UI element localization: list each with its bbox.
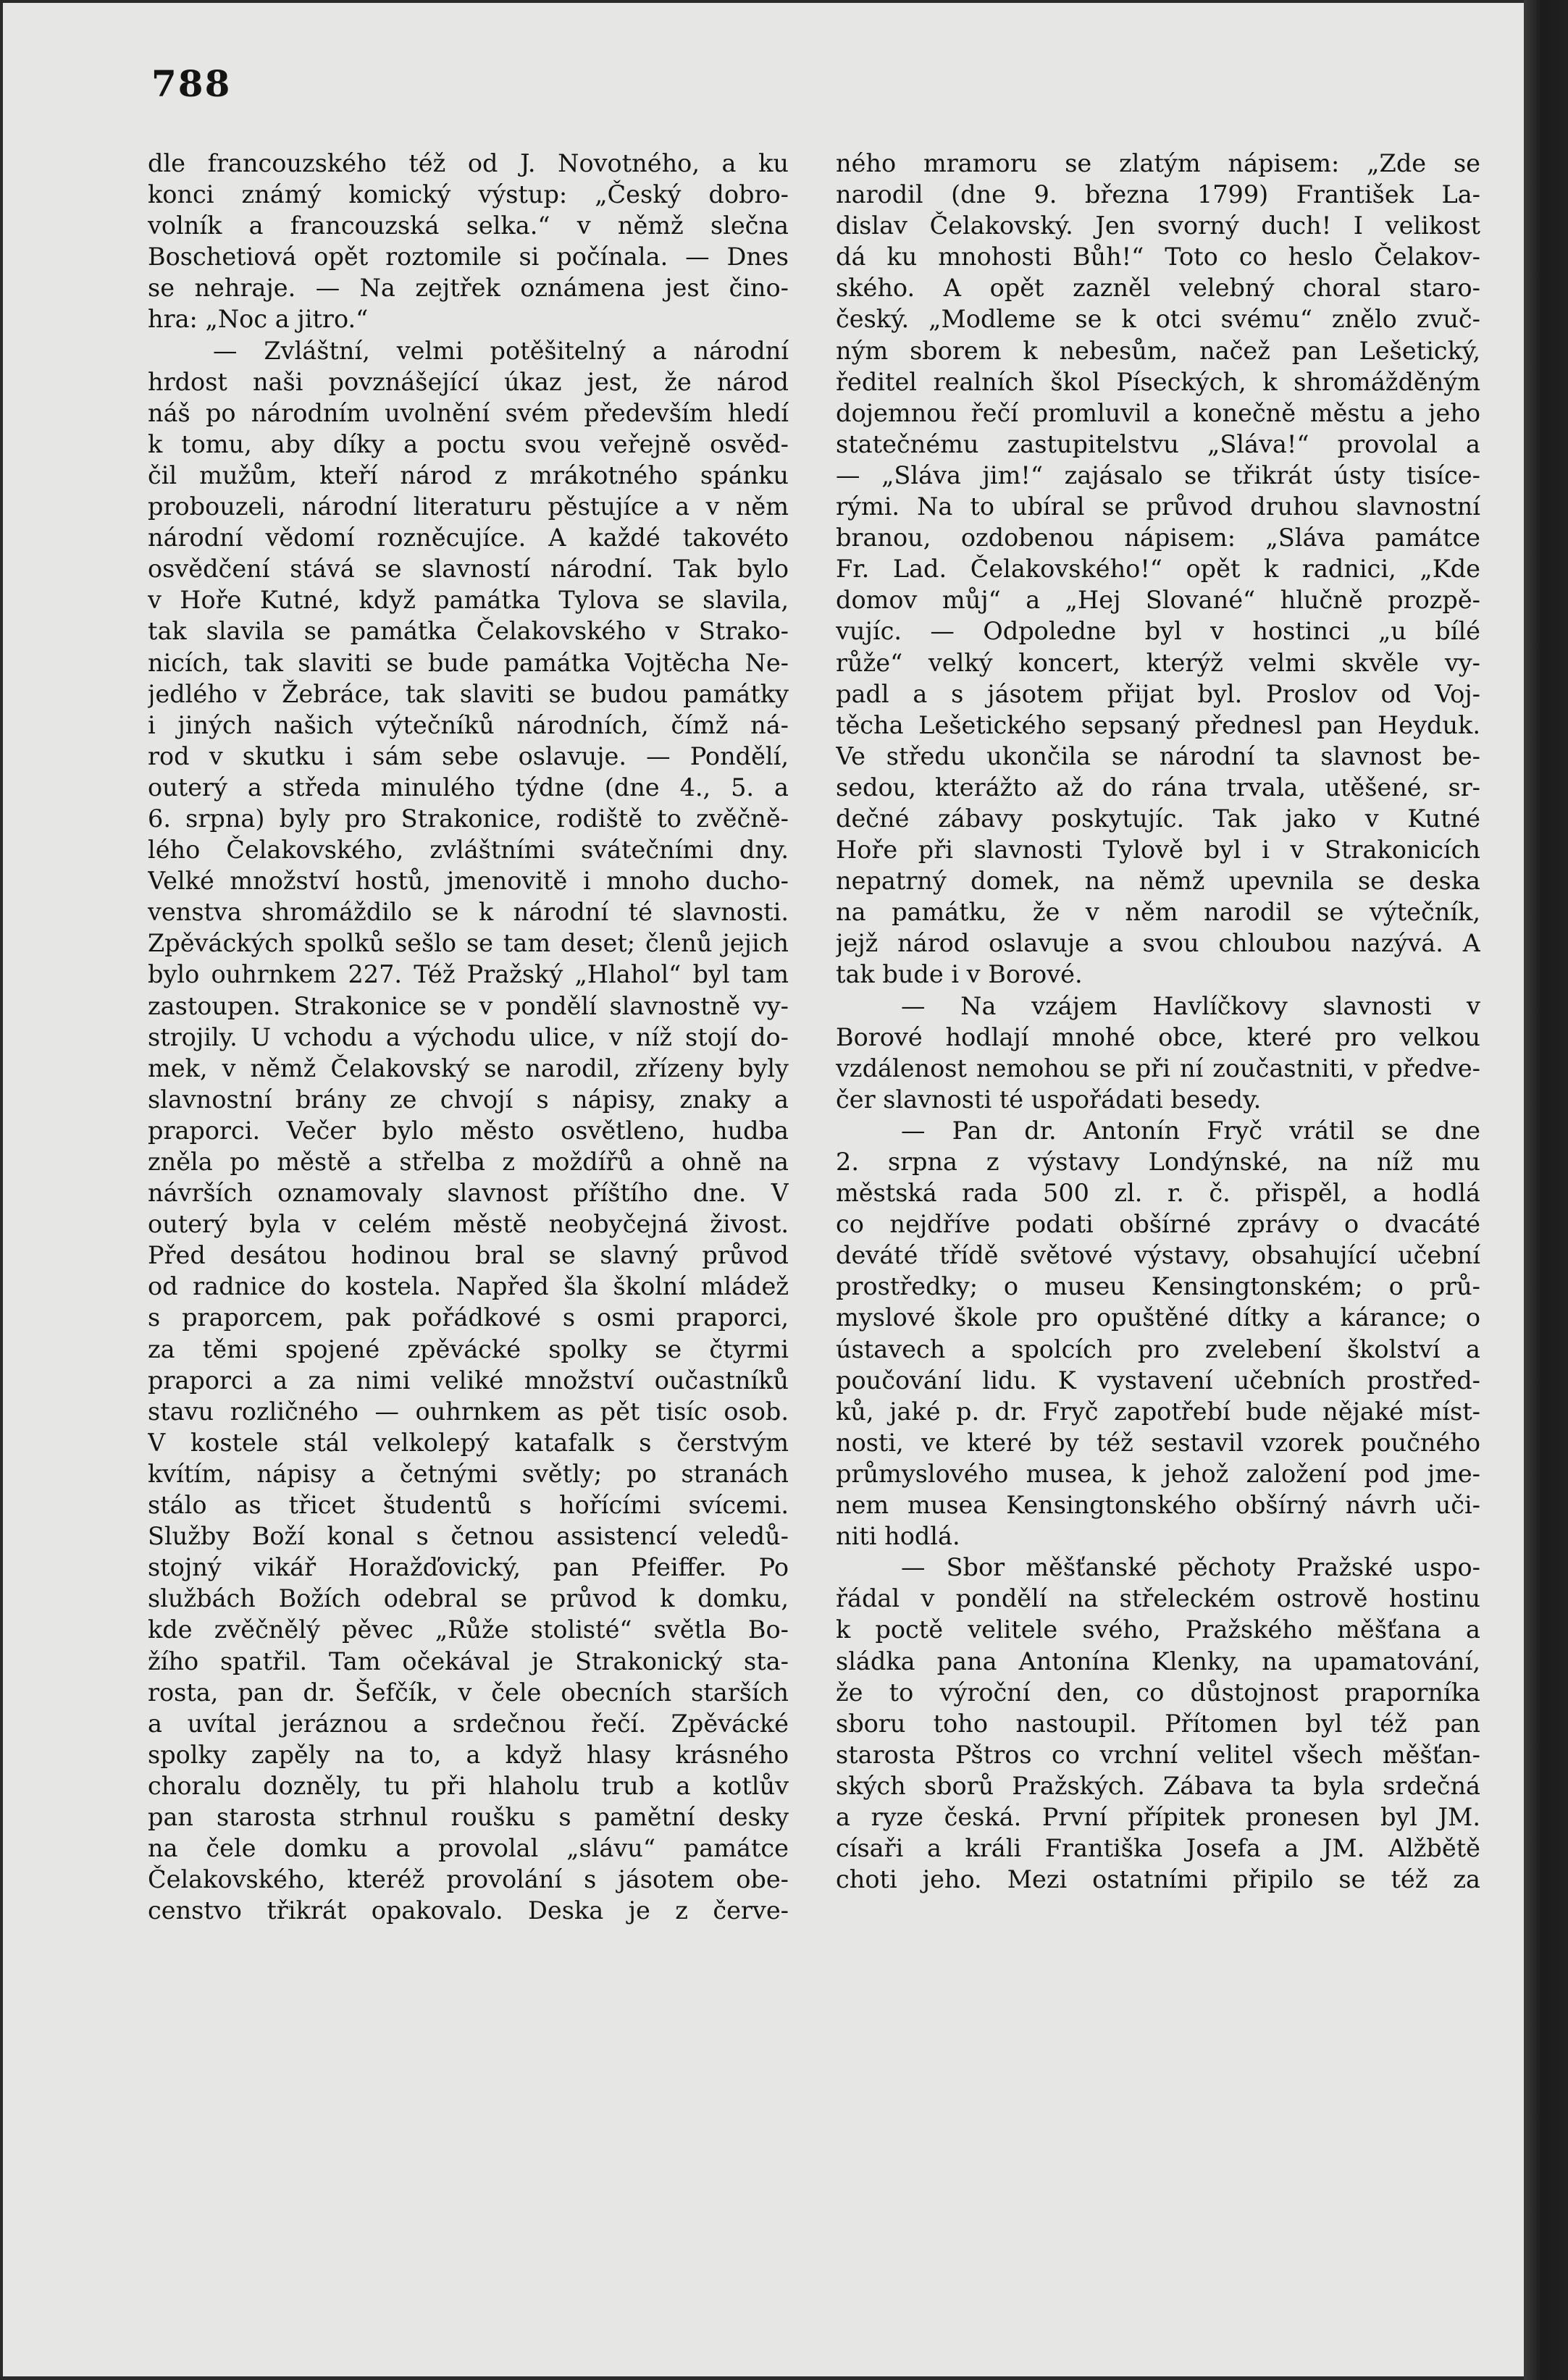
newspaper-page [3,3,1524,2376]
text-line: rosta, pan dr. Šefčík, v čele obecních starších [148,1678,789,1707]
text-line: censtvo třikrát opakovalo. Deska je z červe- [148,1896,789,1925]
text-line: sboru toho nastoupil. Přítomen byl též pan [836,1709,1480,1738]
text-line: zastoupen. Strakonice se v pondělí slavnostně vy- [148,991,789,1020]
text-line: 6. srpna) byly pro Strakonice, rodiště to zvěčně- [148,804,789,833]
text-line: lého Čelakovského, zvláštními svátečními dny. [148,836,789,865]
text-line: prostředky; o museu Kensingtonském; o prů- [836,1272,1480,1301]
text-line: spolky zapěly na to, a když hlasy krásného [148,1740,789,1769]
text-line: V kostele stál velkolepý katafalk s čerstvým [148,1428,789,1457]
text-line: Boschetiová opět roztomile si počínala. — Dnes [148,243,789,272]
text-line: městská rada 500 zl. r. č. přispěl, a hodlá [836,1179,1480,1208]
text-line: službách Božích odebral se průvod k domku, [148,1584,789,1613]
text-line: ků, jaké p. dr. Fryč zapotřebí bude nějaké míst- [836,1397,1480,1426]
text-line: co nejdříve podati obšírné zprávy o dvacáté [836,1210,1480,1239]
text-line: hra: „Noc a jitro.“ [148,305,369,334]
text-line: Fr. Lad. Čelakovského!“ opět k radnici, „Kde [836,555,1480,584]
text-line: jedlého v Žebráce, tak slaviti se budou památky [148,679,789,708]
text-line: císaři a králi Františka Josefa a JM. Alžbětě [836,1834,1480,1863]
text-line: čil mužům, kteří národ z mrákotného spánku [148,461,789,489]
text-line: k tomu, aby díky a poctu svou veřejně osvěd- [148,429,789,458]
text-line: na čele domku a provolal „slávu“ památce [148,1834,789,1863]
text-line: bylo ouhrnkem 227. Též Pražský „Hlahol“ byl tam [148,960,789,989]
text-line: volník a francouzská selka.“ v němž slečna [148,211,789,240]
text-line: návrších oznamovaly slavnost příštího dne. V [148,1179,789,1208]
text-line: stálo as třicet študentů s hořícími svícemi. [148,1491,789,1520]
text-line: Ve středu ukončila se národní ta slavnost be- [836,741,1480,770]
text-line: venstva shromáždilo se k národní té slavnosti. [148,898,789,927]
text-line: Velké množství hostů, jmenovitě i mnoho ducho- [148,867,789,896]
text-line: tak bude i v Borové. [836,960,1083,989]
text-line: i jiných našich výtečníků národních, čímž ná- [148,710,789,739]
text-line: ného mramoru se zlatým nápisem: „Zde se [836,149,1480,177]
text-line: ských sborů Pražských. Zábava ta byla srdečná [836,1771,1480,1800]
text-line: praporci a za nimi veliké množství oučastníků [148,1366,789,1395]
text-line: — „Sláva jim!“ zajásalo se třikrát ústy tisíce- [836,461,1480,489]
text-line: domov můj“ a „Hej Slované“ hlučně prozpě- [836,586,1480,615]
text-line: ředitel realních škol Píseckých, k shromážděným [836,367,1480,396]
text-line: jejž národ oslavuje a svou chloubou nazývá. A [836,929,1480,958]
text-line: průmyslového musea, k jehož založení pod jme- [836,1459,1480,1488]
text-line: nosti, ve které by též sestavil vzorek poučného [836,1428,1480,1457]
text-line: sládka pana Antonína Klenky, na upamatování, [836,1647,1480,1675]
text-line: Služby Boží konal s četnou assistencí veledů- [148,1522,789,1551]
text-line: myslové škole pro opuštěné dítky a kárance; o [836,1303,1480,1332]
text-line: za těmi spojené zpěvácké spolky se čtyrmi [148,1334,789,1363]
text-line: — Sbor měšťanské pěchoty Pražské uspo- [901,1553,1480,1582]
text-line: Čelakovského, kteréž provolání s jásotem obe- [148,1865,789,1894]
text-line: na památku, že v něm narodil se výtečník, [836,898,1480,927]
text-line: outerý byla v celém městě neobyčejná živost. [148,1210,789,1239]
text-line: národní vědomí rozněcujíce. A každé takovéto [148,523,789,552]
text-line: řádal v pondělí na střeleckém ostrově hostinu [836,1584,1480,1613]
text-line: deváté třídě světové výstavy, obsahující učební [836,1241,1480,1270]
text-line: náš po národním uvolnění svém především hledí [148,398,789,427]
text-line: a ryze česká. První přípitek pronesen byl JM. [836,1802,1480,1831]
text-line: vzdálenost nemohou se při ní zoučastniti, v předve- [836,1054,1480,1082]
text-line: že to výroční den, co důstojnost praporníka [836,1678,1480,1707]
text-line: mek, v němž Čelakovský se narodil, zřízeny byly [148,1054,789,1082]
left-column [148,148,789,1926]
text-line: dislav Čelakovský. Jen svorný duch! I velikost [836,211,1480,240]
text-line: sedou, kterážto až do rána trvala, utěšené, sr- [836,773,1480,802]
text-line: zněla po městě a střelba z moždířů a ohně na [148,1148,789,1176]
right-column [836,148,1480,1895]
text-line: poučování lidu. K vystavení učebních prostřed- [836,1366,1480,1395]
text-line: ným sborem k nebesům, načež pan Lešetický, [836,336,1480,365]
text-line: praporci. Večer bylo město osvětleno, hudba [148,1116,789,1145]
text-line: slavnostní brány ze chvojí s nápisy, znaky a [148,1085,789,1114]
text-line: vujíc. — Odpoledne byl v hostinci „u bílé [836,617,1480,646]
text-line: starosta Pštros co vrchní velitel všech měšťan- [836,1740,1480,1769]
text-line: v Hoře Kutné, když památka Tylova se slavila, [148,586,789,615]
text-line: Hoře při slavnosti Tylově byl i v Strakonicích [836,836,1480,865]
text-line: strojily. U vchodu a východu ulice, v níž stojí do- [148,1022,789,1051]
text-line: outerý a středa minulého týdne (dne 4., 5. a [148,773,789,802]
text-line: pan starosta strhnul roušku s pamětní desky [148,1802,789,1831]
text-line: od radnice do kostela. Napřed šla školní mládež [148,1272,789,1301]
text-line: padl a s jásotem přijat byl. Proslov od Voj- [836,679,1480,708]
text-line: — Na vzájem Havlíčkovy slavnosti v [901,991,1480,1020]
text-line: nicích, tak slaviti se bude památka Vojtěcha Ne- [148,648,789,677]
text-line: statečnému zastupitelstvu „Sláva!“ provolal a [836,429,1480,458]
text-line: s praporcem, pak pořádkové s osmi praporci, [148,1303,789,1332]
text-line: dečné zábavy poskytujíc. Tak jako v Kutné [836,804,1480,833]
text-line: žího spatřil. Tam očekával je Strakonický sta- [148,1647,789,1675]
text-line: 2. srpna z výstavy Londýnské, na níž mu [836,1148,1480,1176]
text-line: rod v skutku i sám sebe oslavuje. — Pondělí, [148,741,789,770]
text-line: — Zvláštní, velmi potěšitelný a národní [213,336,789,365]
text-line: choti jeho. Mezi ostatními připilo se též za [836,1865,1480,1894]
text-line: český. „Modleme se k otci svému“ znělo zvuč- [836,305,1480,334]
text-line: ústavech a spolcích pro zvelebení školství a [836,1334,1480,1363]
text-line: rými. Na to ubíral se průvod druhou slavnostní [836,492,1480,521]
text-line: hrdost naši povznášející úkaz jest, že národ [148,367,789,396]
text-line: branou, ozdobenou nápisem: „Sláva památce [836,523,1480,552]
text-line: choralu dozněly, tu při hlaholu trub a kotlův [148,1771,789,1800]
text-line: kde zvěčnělý pěvec „Růže stolisté“ světla Bo- [148,1615,789,1644]
text-line: těcha Lešetického sepsaný přednesl pan Heyduk. [836,710,1480,739]
text-line: konci známý komický výstup: „Český dobro- [148,180,789,209]
text-line: dojemnou řečí promluvil a konečně městu a jeho [836,398,1480,427]
scan-edge [1524,0,1568,2380]
text-line: Zpěváckých spolků sešlo se tam deset; členů jejich [148,929,789,958]
text-line: niti hodlá. [836,1522,960,1551]
text-line: ského. A opět zazněl velebný choral staro- [836,274,1480,303]
text-line: stavu rozličného — ouhrnkem as pět tisíc osob. [148,1397,789,1426]
text-line: narodil (dne 9. března 1799) František La- [836,180,1480,209]
text-line: probouzeli, národní literaturu pěstujíce a v něm [148,492,789,521]
text-line: a uvítal jeráznou a srdečnou řečí. Zpěvácké [148,1709,789,1738]
text-line: nepatrný domek, na němž upevnila se deska [836,867,1480,896]
text-line: Před desátou hodinou bral se slavný průvod [148,1241,789,1270]
text-line: k poctě velitele svého, Pražského měšťana a [836,1615,1480,1644]
text-line: osvědčení stává se slavností národní. Tak bylo [148,555,789,584]
text-line: Borové hodlají mnohé obce, které pro velkou [836,1022,1480,1051]
text-line: kvítím, nápisy a četnými světly; po stranách [148,1459,789,1488]
text-line: tak slavila se památka Čelakovského v Strako- [148,617,789,646]
text-line: nem musea Kensingtonského obšírný návrh uči- [836,1491,1480,1520]
text-line: — Pan dr. Antonín Fryč vrátil se dne [901,1116,1480,1145]
text-line: růže“ velký koncert, kterýž velmi skvěle vy- [836,648,1480,677]
page-number: 788 [151,62,232,105]
text-line: dle francouzského též od J. Novotného, a ku [148,149,789,177]
text-line: stojný vikář Horažďovický, pan Pfeiffer. Po [148,1553,789,1582]
text-line: čer slavnosti té uspořádati besedy. [836,1085,1262,1114]
text-line: dá ku mnohosti Bůh!“ Toto co heslo Čelakov- [836,243,1480,272]
text-line: se nehraje. — Na zejtřek oznámena jest čino- [148,274,789,303]
